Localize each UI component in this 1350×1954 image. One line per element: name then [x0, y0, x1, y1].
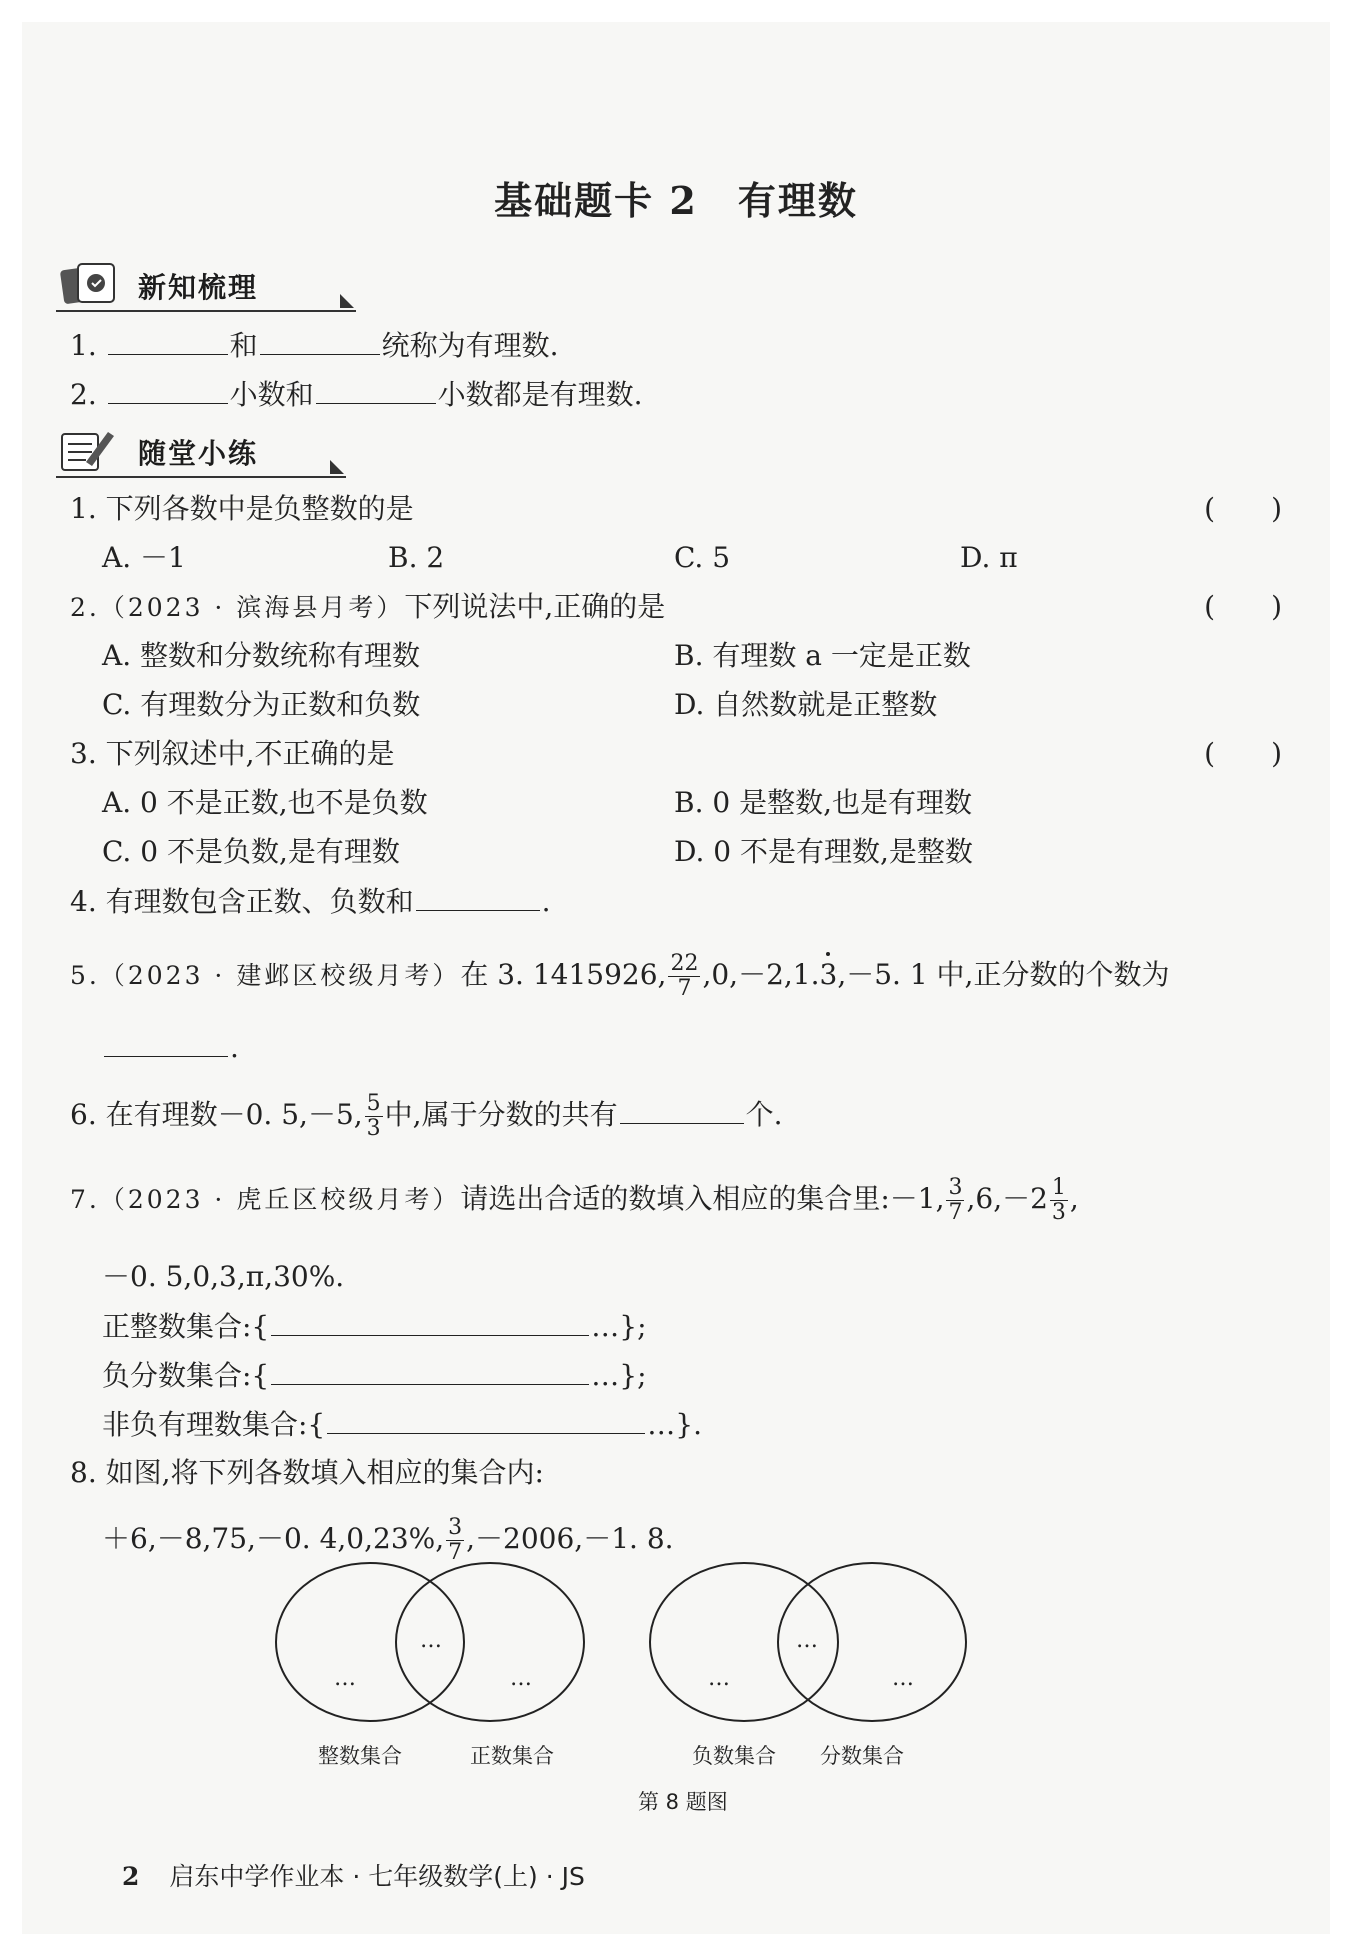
q-text: ,	[1069, 1182, 1079, 1215]
fraction-denominator: 3	[1051, 1200, 1066, 1225]
fraction-denominator: 7	[677, 976, 692, 1001]
q-text: 在 3. 1415926,	[460, 958, 667, 991]
fraction-numerator: 22	[670, 951, 699, 976]
q-text: ,0,－2,1.	[702, 958, 820, 991]
practice-q8-stem: 8. 如图,将下列各数填入相应的集合内:	[70, 1456, 544, 1489]
q-text: 统称为有理数.	[381, 329, 559, 362]
venn-label-positives: 正数集合	[470, 1744, 554, 1768]
answer-paren[interactable]: ( )	[1204, 737, 1282, 770]
title-sub: 有理数	[737, 178, 858, 223]
section-label: 新知梳理	[138, 271, 259, 304]
option-c: C. 0 不是负数,是有理数	[102, 835, 400, 868]
venn-label-fractions: 分数集合	[820, 1744, 904, 1768]
venn-ellipsis: …	[796, 1628, 819, 1653]
set-label: 负分数集合:{	[102, 1359, 270, 1392]
venn-ellipsis: …	[510, 1666, 533, 1691]
option-d: D. 自然数就是正整数	[674, 688, 938, 721]
q-text: 小数和	[229, 378, 314, 411]
fraction-numerator: 3	[948, 1175, 963, 1200]
fraction-numerator: 5	[366, 1091, 381, 1116]
option-a: A. 0 不是正数,也不是负数	[102, 786, 428, 819]
set-label: 非负有理数集合:{	[102, 1408, 326, 1441]
option-d: D. 0 不是有理数,是整数	[674, 835, 973, 868]
q-text: .	[541, 885, 551, 918]
q-text: 4. 有理数包含正数、负数和	[70, 885, 414, 918]
title-main: 基础题卡 2	[494, 178, 698, 223]
figure-caption: 第 8 题图	[638, 1790, 728, 1814]
venn-label-integers: 整数集合	[318, 1744, 402, 1768]
q-text: ,6,－2	[966, 1182, 1048, 1215]
q-text: ,－2006,－1. 8.	[466, 1522, 674, 1555]
option-c: C. 5	[674, 541, 731, 574]
fraction-denominator: 7	[948, 1200, 963, 1225]
venn-ellipsis: …	[892, 1666, 915, 1691]
page-footer	[122, 1857, 585, 1893]
q-text: ＋6,－8,75,－0. 4,0,23%,	[102, 1522, 445, 1555]
q-text: 下列说法中,正确的是	[404, 590, 666, 623]
option-c: C. 有理数分为正数和负数	[102, 688, 421, 721]
set-label: 正整数集合:{	[102, 1310, 270, 1343]
option-d: D. π	[960, 541, 1018, 574]
venn-ellipsis: …	[420, 1628, 443, 1653]
q-source: 2.（2023 · 滨海县月考）	[70, 593, 405, 622]
book-title: 启东中学作业本 · 七年级数学(上) · JS	[169, 1862, 585, 1891]
option-a: A. 整数和分数统称有理数	[102, 639, 421, 672]
fraction-denominator: 7	[448, 1540, 463, 1565]
q-number: 1.	[70, 329, 97, 362]
fraction-numerator: 3	[448, 1515, 463, 1540]
option-b: B. 2	[388, 541, 445, 574]
q-text: 和	[229, 329, 258, 362]
set-end: …};	[591, 1359, 647, 1392]
repeating-digit: 3	[819, 958, 838, 991]
q-number: 2.	[70, 378, 97, 411]
q-source: 5.（2023 · 建邺区校级月考）	[70, 961, 461, 990]
venn-ellipsis: …	[708, 1666, 731, 1691]
practice-q7-line2: －0. 5,0,3,π,30%.	[102, 1260, 345, 1293]
section-label: 随堂小练	[138, 437, 259, 470]
venn-ellipsis: …	[334, 1666, 357, 1691]
answer-paren[interactable]: ( )	[1204, 590, 1282, 623]
q-source: 7.（2023 · 虎丘区校级月考）	[70, 1185, 461, 1214]
q-text: 小数都是有理数.	[437, 378, 643, 411]
set-end: …};	[591, 1310, 647, 1343]
worksheet-page	[22, 22, 1330, 1934]
fraction-denominator: 3	[366, 1116, 381, 1141]
page-number: 2	[122, 1862, 140, 1891]
answer-paren[interactable]: ( )	[1204, 492, 1282, 525]
q-text: .	[230, 1031, 239, 1064]
q-text: 个.	[745, 1098, 783, 1131]
q-text: 6. 在有理数－0. 5,－5,	[70, 1098, 363, 1131]
option-b: B. 0 是整数,也是有理数	[674, 786, 972, 819]
option-a: A. －1	[102, 541, 186, 574]
q-text: 请选出合适的数填入相应的集合里:－1,	[460, 1182, 945, 1215]
set-end: …}.	[647, 1408, 702, 1441]
venn-diagrams	[22, 22, 1330, 1934]
q-text: 1. 下列各数中是负整数的是	[70, 492, 414, 525]
venn-label-negatives: 负数集合	[692, 1744, 776, 1768]
fraction-numerator: 1	[1051, 1175, 1066, 1200]
q-text: 3. 下列叙述中,不正确的是	[70, 737, 395, 770]
q-text: ,－5. 1 中,正分数的个数为	[837, 958, 1170, 991]
q-text: 中,属于分数的共有	[384, 1098, 618, 1131]
option-b: B. 有理数 a 一定是正数	[674, 639, 971, 672]
